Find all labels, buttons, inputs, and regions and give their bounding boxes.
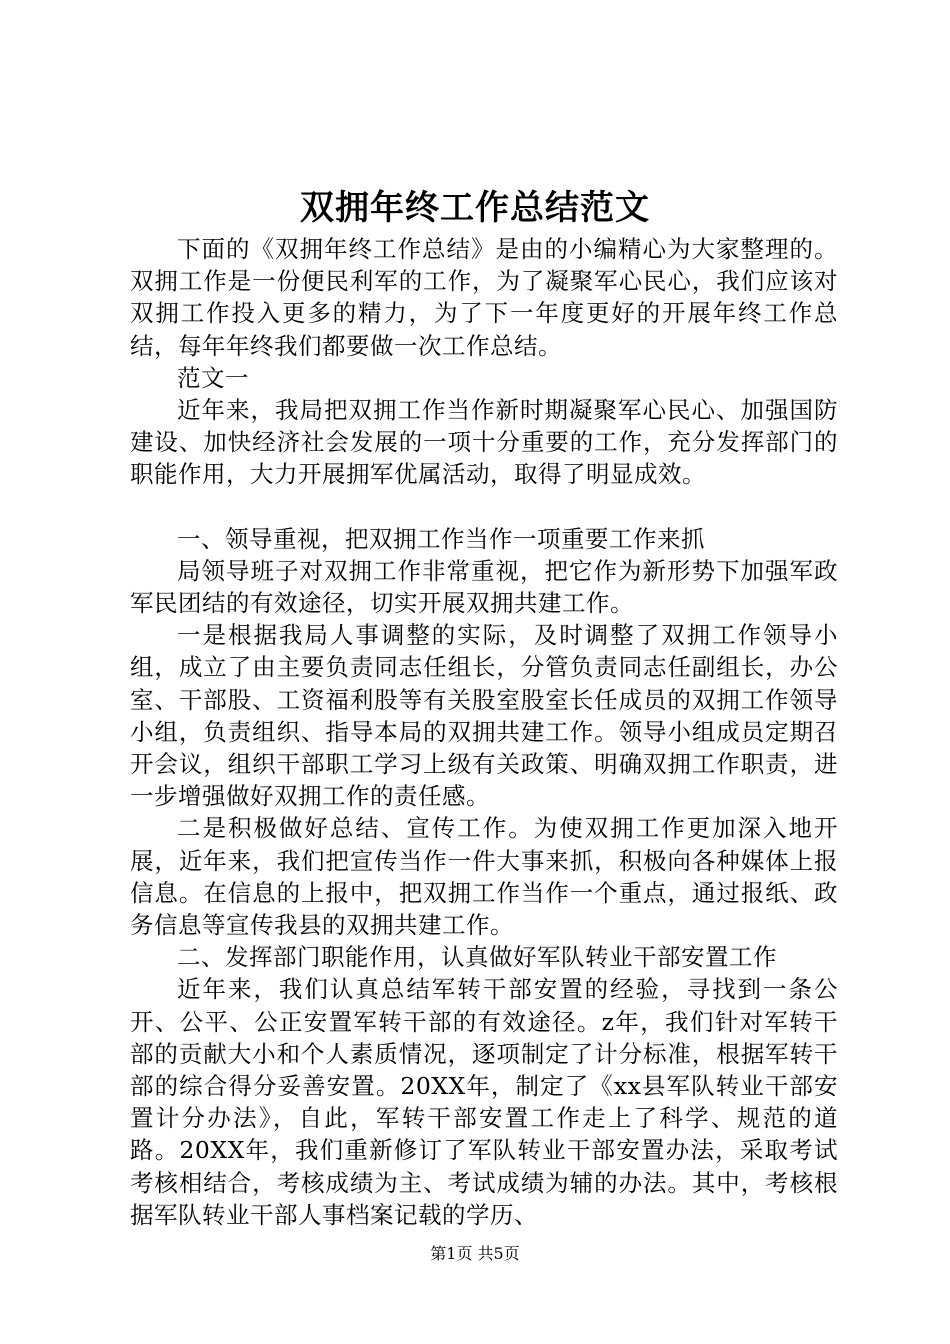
intro-paragraph: 下面的《双拥年终工作总结》是由的小编精心为大家整理的。双拥工作是一份便民利军的工作，为了凝聚军心民心，我们应该对双拥工作投入更多的精力，为了下一年度更好的开展年终工作总结，每年年终我们都要做一次工作总结。: [130, 235, 838, 360]
document-title: 双拥年终工作总结范文: [300, 188, 650, 228]
document-body: [130, 233, 838, 1231]
body-paragraph: 近年来，我局把双拥工作当作新时期凝聚军心民心、加强国防建设、加快经济社会发展的一项十分重要的工作，充分发挥部门的职能作用，大力开展拥军优属活动，取得了明显成效。: [130, 396, 838, 489]
body-paragraph: 一是根据我局人事调整的实际，及时调整了双拥工作领导小组，成立了由主要负责同志任组长，分管负责同志任副组长，办公室、干部股、工资福利股等有关股室股室长任成员的双拥工作领导小组，负责组织、指导本局的双拥共建工作。领导小组成员定期召开会议，组织干部职工学习上级有关政策、明确双拥工作职责，进一步增强做好双拥工作的责任感。: [130, 621, 838, 811]
body-paragraph: 近年来，我们认真总结军转干部安置的经验，寻找到一条公开、公平、公正安置军转干部的有效途径。z年，我们针对军转干部的贡献大小和个人素质情况，逐项制定了计分标准，根据军转干部的综合得分妥善安置。20XX年，制定了《xx县军队转业干部安置计分办法》，自此，军转干部安置工作走上了科学、规范的道路。20XX年，我们重新修订了军队转业干部安置办法，采取考试考核相结合，考核成绩为主、考试成绩为辅的办法。其中，考核根据军队转业干部人事档案记载的学历、: [130, 975, 838, 1229]
body-paragraph: 二是积极做好总结、宣传工作。为使双拥工作更加深入地开展，近年来，我们把宣传当作一件大事来抓，积极向各种媒体上报信息。在信息的上报中，把双拥工作当作一个重点，通过报纸、政务信息等宣传我县的双拥共建工作。: [130, 814, 838, 940]
section-heading: 二、发挥部门职能作用，认真做好军队转业干部安置工作: [177, 943, 777, 972]
body-paragraph: 局领导班子对双拥工作非常重视，把它作为新形势下加强军政军民团结的有效途径，切实开展双拥共建工作。: [130, 556, 838, 618]
section-label: 范文一: [177, 363, 249, 392]
section-heading: 一、领导重视，把双拥工作当作一项重要工作来抓: [177, 524, 705, 553]
page-number-footer: 第1页 共5页: [430, 1244, 520, 1263]
